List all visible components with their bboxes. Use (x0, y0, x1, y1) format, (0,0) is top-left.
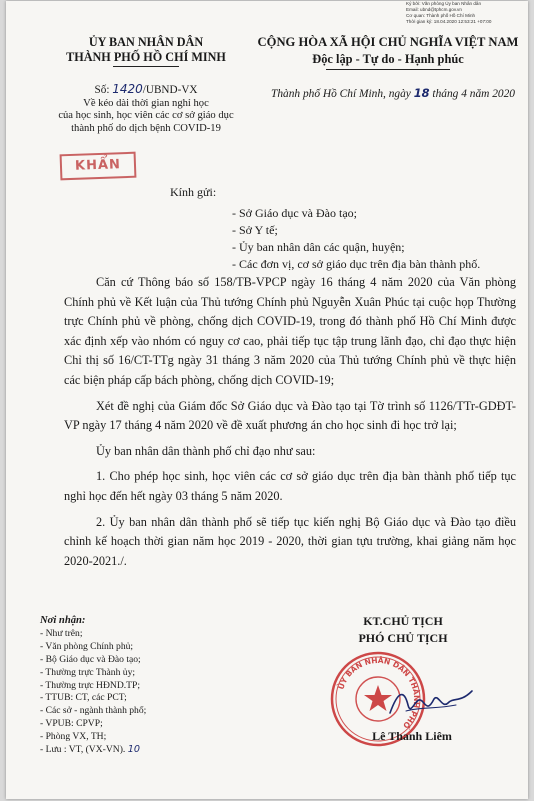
distribution-item: - Bộ Giáo dục và Đào tạo; (40, 653, 141, 665)
recipient-item: - Sở Giáo dục và Đào tạo; (232, 206, 357, 220)
doc-number-prefix: Số: (94, 84, 113, 96)
signer-name: Lê Thanh Liêm (372, 729, 452, 743)
seal-text: ỦY BAN NHÂN DÂN THÀNH PHỐ (336, 655, 422, 731)
distribution-item: - Thường trực Thành ủy; (40, 666, 136, 678)
national-header (246, 35, 528, 70)
signer-title2: PHÓ CHỦ TỊCH (358, 631, 448, 645)
signature-org: Cơ quan: Thành phố Hồ Chí Minh (406, 13, 476, 18)
issuer-line1: ỦY BAN NHÂN DÂN (88, 35, 204, 49)
kinh-gui-label: Kính gửi: (170, 185, 217, 199)
distribution-item: - Như trên; (40, 627, 83, 639)
recipient-item: - Các đơn vị, cơ sở giáo dục trên địa bàn thành phố. (232, 257, 481, 271)
archive-text: - Lưu : VT, (VX-VN). (40, 744, 128, 756)
distribution-item-archive (40, 744, 240, 757)
signer-title1: KT.CHỦ TỊCH (363, 614, 443, 628)
distribution-item: - TTUB: CT, các PCT; (40, 692, 127, 704)
urgent-stamp: KHẨN (60, 152, 137, 181)
archive-count-handwritten: 10 (127, 744, 140, 756)
date-before: Thành phố Hồ Chí Minh, ngày (271, 88, 414, 100)
signature-time: Thời gian ký: 18.04.2020 12:53:21 +07:00 (406, 19, 492, 24)
distribution-item: - Các sở - ngành thành phố; (40, 705, 147, 717)
distribution-item: - Thường trực HĐND.TP; (40, 679, 141, 691)
handwritten-signature (386, 683, 476, 723)
distribution-item: - Phòng VX, TH; (40, 731, 107, 743)
issuer-line2: THÀNH PHỐ HỒ CHÍ MINH (66, 50, 226, 64)
signature-email: Email: ubnd@tphcm.gov.vn (406, 7, 462, 12)
body-paragraph: Căn cứ Thông báo số 158/TB-VPCP ngày 16 tháng 4 năm 2020 của Văn phòng Chính phủ về Kết luận của Thủ tướng Chính phủ Nguyễn Xuân Phúc tại cuộc họp Thường trực Chính phủ về phòng, chống dịch COVID-19, trong đó thành phố Hồ Chí Minh được xác định xếp vào nhóm có nguy cơ cao, phải tiếp tục tập trung lãnh đạo, chỉ đạo thực hiện Chỉ thị số 16/CT-TTg ngày 31 tháng 3 năm 2020 của Thủ tướng Chính phủ về thực hiện các biện pháp cấp bách phòng, chống dịch COVID-19; (64, 275, 516, 387)
document-page (6, 1, 528, 799)
national-motto: Độc lập - Tự do - Hạnh phúc (312, 52, 464, 66)
digital-signature-box (406, 1, 528, 25)
issuer-underline (113, 66, 179, 67)
distribution-item: - VPUB: CPVP; (40, 718, 103, 730)
body-paragraph: 1. Cho phép học sinh, học viên các cơ sở giáo dục trên địa bàn thành phố tiếp tục nghỉ học đến hết ngày 03 tháng 5 năm 2020. (64, 469, 516, 503)
motto-underline (326, 69, 450, 70)
doc-number-handwritten: 1420 (112, 82, 143, 96)
document-body (64, 273, 516, 577)
distribution-title: Nơi nhận: (40, 615, 86, 626)
recipient-item: - Ủy ban nhân dân các quận, huyện; (232, 240, 405, 254)
body-paragraph: Xét đề nghị của Giám đốc Sở Giáo dục và Đào tạo tại Tờ trình số 1126/TTr-GDĐT-VP ngày 17 tháng 4 năm 2020 về đề xuất phương án cho học sinh đi học trở lại; (64, 398, 516, 433)
document-subject (48, 98, 244, 135)
date-line (258, 86, 528, 101)
body-paragraph: Ủy ban nhân dân thành phố chỉ đạo như sau: (96, 443, 316, 458)
document-number (48, 82, 244, 97)
issuer-header (48, 35, 244, 67)
recipient-item: - Sở Y tế; (232, 223, 278, 237)
signature-signer: Ký bởi: Văn phòng Ủy ban Nhân dân (406, 1, 482, 6)
subject-line: Về kéo dài thời gian nghỉ học (83, 98, 209, 109)
recipient-list (232, 205, 528, 273)
date-day-handwritten: 18 (413, 86, 430, 100)
subject-line: thành phố do dịch bệnh COVID-19 (71, 122, 221, 134)
subject-line: của học sinh, học viên các cơ sở giáo dục (58, 110, 234, 122)
nation-title: CỘNG HÒA XÃ HỘI CHỦ NGHĨA VIỆT NAM (257, 35, 519, 49)
signer-block (324, 613, 482, 647)
distribution-item: - Văn phòng Chính phủ; (40, 640, 134, 652)
body-paragraph: 2. Ủy ban nhân dân thành phố sẽ tiếp tục kiến nghị Bộ Giáo dục và Đào tạo điều chỉnh kế hoạch thời gian năm học 2019 - 2020, thời gian tựu trường, khai giảng năm học 2020-2021./. (64, 514, 516, 568)
distribution-list (40, 615, 240, 757)
date-after: tháng 4 năm 2020 (429, 88, 515, 100)
doc-number-suffix: /UBND-VX (142, 84, 198, 96)
